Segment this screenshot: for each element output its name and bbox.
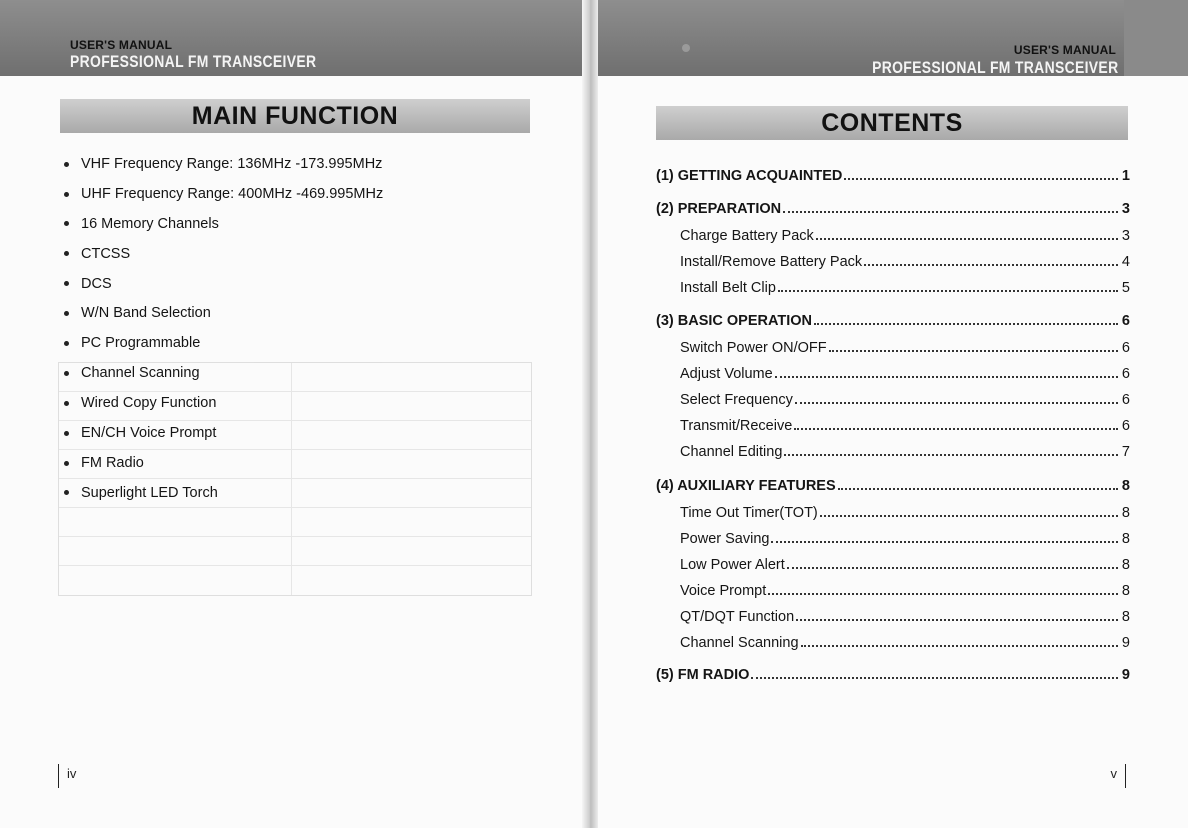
feature-text: DCS [81,275,112,292]
feature-item [64,485,383,515]
bullet-icon [64,341,69,346]
toc-label: (4) AUXILIARY FEATURES [656,478,836,494]
toc-sub-entry [656,366,1130,382]
toc-label: Charge Battery Pack [680,228,814,244]
left-page-number: iv [58,764,76,788]
toc-label: Adjust Volume [680,366,773,382]
toc-page-number: 8 [1121,531,1130,547]
toc-dot-leader [814,323,1118,325]
feature-item [64,395,383,425]
toc-dot-leader [838,488,1118,490]
left-product-title: PROFESSIONAL FM TRANSCEIVER [70,52,317,71]
right-manual-label: USER'S MANUAL [1013,43,1116,57]
toc-dot-leader [778,290,1118,292]
toc-sub-entry [656,505,1130,521]
feature-list [64,156,383,515]
toc-label: Select Frequency [680,392,793,408]
bullet-icon [64,401,69,406]
toc-page-number: 9 [1121,635,1130,651]
toc-page-number: 8 [1121,505,1130,521]
toc-sub-entry [656,340,1130,356]
toc-label: Transmit/Receive [680,418,793,434]
left-header-banner [0,0,590,76]
main-function-title-bar [60,99,530,133]
toc-page-number: 3 [1121,201,1130,217]
toc-page-number: 4 [1121,254,1130,270]
toc-label: Channel Scanning [680,635,799,651]
toc-sub-entry [656,280,1130,296]
toc-sub-entry [656,228,1130,244]
toc-label: Switch Power ON/OFF [680,340,827,356]
toc-sub-entry [656,254,1130,270]
toc-label: (3) BASIC OPERATION [656,313,813,329]
toc-sub-entry [656,418,1130,434]
bullet-icon [64,251,69,256]
feature-text: Superlight LED Torch [81,484,218,501]
contents-title-bar [656,106,1128,140]
toc-label: Power Saving [680,531,770,547]
toc-label: Low Power Alert [680,557,785,573]
left-page [0,0,590,828]
toc-dot-leader [787,567,1118,569]
toc-section-entry [656,201,1130,217]
feature-text: EN/CH Voice Prompt [81,425,217,442]
bullet-icon [64,281,69,286]
book-gutter [582,0,598,828]
feature-item [64,276,383,306]
binding-dot [682,44,690,52]
feature-item [64,216,383,246]
feature-item [64,156,383,186]
toc-page-number: 3 [1121,228,1130,244]
toc-page-number: 8 [1121,583,1130,599]
bullet-icon [64,431,69,436]
bullet-icon [64,221,69,226]
toc-page-number: 8 [1121,478,1130,494]
feature-item [64,455,383,485]
toc-section-entry [656,667,1130,683]
toc-page-number: 6 [1121,313,1130,329]
bullet-icon [64,162,69,167]
toc-dot-leader [775,376,1118,378]
toc-label: (1) GETTING ACQUAINTED [656,168,843,184]
toc-page-number: 6 [1121,418,1130,434]
feature-text: CTCSS [81,245,131,262]
right-product-title: PROFESSIONAL FM TRANSCEIVER [871,58,1118,77]
bullet-icon [64,371,69,376]
bullet-icon [64,192,69,197]
toc-dot-leader [829,350,1118,352]
toc-section-entry [656,168,1130,184]
toc-label: (2) PREPARATION [656,201,782,217]
toc-dot-leader [844,178,1118,180]
right-header-banner [594,0,1188,76]
toc-sub-entry [656,635,1130,651]
toc-dot-leader [801,645,1118,647]
toc-sub-entry [656,444,1130,460]
toc-dot-leader [771,541,1117,543]
toc-page-number: 1 [1121,168,1130,184]
right-page [594,0,1188,828]
toc-dot-leader [820,515,1118,517]
bullet-icon [64,490,69,495]
toc-label: Channel Editing [680,444,783,460]
feature-text: Wired Copy Function [81,395,217,412]
toc-sub-entry [656,609,1130,625]
feature-item [64,365,383,395]
toc-dot-leader [751,677,1117,679]
feature-text: 16 Memory Channels [81,215,219,232]
toc-section-entry [656,478,1130,494]
toc-label: QT/DQT Function [680,609,795,625]
feature-text: PC Programmable [81,335,201,352]
toc-page-number: 9 [1121,667,1130,683]
toc-sub-entry [656,392,1130,408]
feature-item [64,246,383,276]
main-function-title: MAIN FUNCTION [191,102,399,130]
toc-label: Install/Remove Battery Pack [680,254,863,270]
feature-item [64,186,383,216]
toc-page-number: 6 [1121,392,1130,408]
toc-dot-leader [794,428,1118,430]
toc-section-entry [656,313,1130,329]
feature-item [64,425,383,455]
left-manual-label: USER'S MANUAL [70,38,173,52]
feature-text: FM Radio [81,454,144,471]
toc-dot-leader [796,619,1118,621]
feature-item [64,305,383,335]
toc-dot-leader [816,238,1118,240]
bullet-icon [64,311,69,316]
toc-page-number: 7 [1121,444,1130,460]
toc-page-number: 8 [1121,557,1130,573]
toc-label: Install Belt Clip [680,280,776,296]
toc-label: Time Out Timer(TOT) [680,505,818,521]
toc-label: Voice Prompt [680,583,767,599]
toc-dot-leader [784,454,1118,456]
toc-page-number: 8 [1121,609,1130,625]
toc-page-number: 5 [1121,280,1130,296]
toc-page-number: 6 [1121,340,1130,356]
toc-dot-leader [783,211,1118,213]
toc-sub-entry [656,531,1130,547]
toc-sub-entry [656,557,1130,573]
right-page-number: v [1111,764,1127,788]
bullet-icon [64,461,69,466]
toc-label: (5) FM RADIO [656,667,750,683]
toc-dot-leader [864,264,1118,266]
toc-page-number: 6 [1121,366,1130,382]
contents-title: CONTENTS [821,109,963,137]
toc-sub-entry [656,583,1130,599]
toc-dot-leader [768,593,1118,595]
feature-item [64,335,383,365]
toc-dot-leader [795,402,1118,404]
feature-text: W/N Band Selection [81,305,211,322]
feature-text: VHF Frequency Range: 136MHz -173.995MHz [81,156,383,172]
feature-text: Channel Scanning [81,365,200,382]
feature-text: UHF Frequency Range: 400MHz -469.995MHz [81,185,384,202]
